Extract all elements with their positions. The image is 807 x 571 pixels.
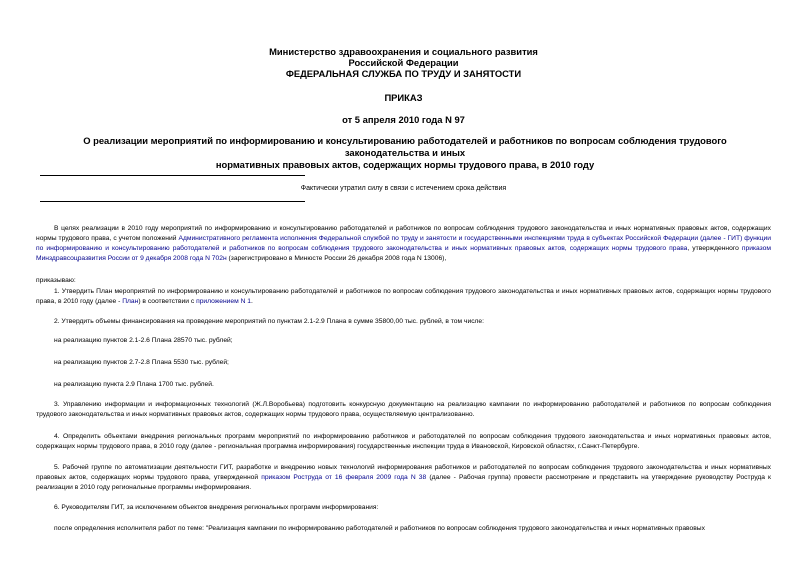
paragraph-3: 3. Управлению информации и информационных технологий (Ж.Л.Воробьева) подготовить конкурсную документацию на реализацию кампании по информированию работодателей и работников по вопросам соблюдения трудового законодательства и иных нормативных правовых актов, содержащих нормы трудового права, осуществляемую централизованно. <box>36 401 771 418</box>
agency-name: ФЕДЕРАЛЬНАЯ СЛУЖБА ПО ТРУДУ И ЗАНЯТОСТИ <box>285 68 522 79</box>
intro-paragraph: В целях реализации в 2010 году мероприятий по информированию и консультированию работодателей и работников по вопросам соблюдения трудового законодательства и иных нормативных правовых актов, содержащих нормы трудового права, с учетом положений Административного регламента исполнения Федеральной службой по труду и занятости и государственными инспекциями труда в субъектах Российской Федерации (далее - ГИТ) функции по информированию и консультированию работодателей и работников по вопросам соблюдения трудового законодательства и иных нормативных правовых актов, содержащих нормы трудового права, утвержденного приказом Минздравсоцразвития России от 9 декабря 2008 года N 702н (зарегистрировано в Минюсте России 26 декабря 2008 года N 13006), <box>36 225 771 262</box>
ministry-name: Министерство здравоохранения и социального развития <box>269 46 538 57</box>
paragraph-2c: на реализацию пункта 2.9 Плана 1700 тыс. рублей. <box>54 381 214 388</box>
paragraph-1: 1. Утвердить План мероприятий по информированию и консультированию работодателей и работников по вопросам соблюдения трудового законодательства и иных нормативных правовых актов, содержащих нормы трудового права, в 2010 году (далее - План) в соответствии с приложением N 1. <box>36 288 771 305</box>
paragraph-5: 5. Рабочей группе по автоматизации деятельности ГИТ, разработке и внедрению новых технологий информирования работников и работодателей по вопросам соблюдения трудового законодательства и иных нормативных правовых актов, содержащих нормы трудового права, утвержденной приказом Роструда от 16 февраля 2009 года N 38 (далее - Рабочая группа) провести рассмотрение и представить на утверждение руководству Роструда к реализации в 2010 году региональные программы информирования. <box>36 464 771 491</box>
prikazyvayu-text: приказываю: <box>36 277 76 284</box>
paragraph-2a: на реализацию пунктов 2.1-2.6 Плана 28570 тыс. рублей; <box>54 337 233 344</box>
divider-bottom <box>40 201 305 202</box>
doc-date: от 5 апреля 2010 года N 97 <box>342 114 465 125</box>
status-note: Фактически утратил силу в связи с истечением срока действия <box>300 185 507 192</box>
plan-link[interactable]: План <box>122 298 139 305</box>
paragraph-2b: на реализацию пунктов 2.7-2.8 Плана 5530 тыс. рублей; <box>54 359 229 366</box>
order-702n-link[interactable]: приказом Минздравсоцразвития России от 9 декабря 2008 года N 702н <box>36 245 771 262</box>
paragraph-4: 4. Определить объектами внедрения региональных программ мероприятий по информированию работников и работодателей по вопросам соблюдения трудового законодательства и иных нормативных правовых актов, содержащих нормы трудового права, в 2010 году (далее - региональная программа информирования) государственные инспекции труда в Ивановской, Кировской областях, г.Санкт-Петербурге. <box>36 433 771 450</box>
paragraph-2: 2. Утвердить объемы финансирования на проведение мероприятий по пунктам 2.1-2.9 Плана в сумме 35800,00 тыс. рублей, в том числе: <box>54 318 485 325</box>
paragraph-6: 6. Руководителям ГИТ, за исключением объектов внедрения региональных программ информирования: <box>54 504 379 511</box>
paragraph-6a: после определения исполнителя работ по теме: "Реализация кампании по информированию работодателей и работников по вопросам соблюдения трудового законодательства и иных нормативных правовых <box>54 525 705 532</box>
regulation-link[interactable]: Административного регламента исполнения Федеральной службой по труду и занятости и государственными инспекциями труда в субъектах Российской Федерации (далее - ГИТ) функции по информированию и консультированию работодателей и работников по вопросам соблюдения трудового законодательства и иных нормативных правовых актов, содержащих нормы трудового права <box>36 235 771 252</box>
divider-top <box>40 175 305 176</box>
appendix-1-link[interactable]: приложением N 1 <box>196 298 251 305</box>
order-38-link[interactable]: приказом Роструда от 16 февраля 2009 года N 38 <box>261 474 427 481</box>
document-title: О реализации мероприятий по информированию и консультированию работодателей и работников по вопросам соблюдения трудового законодательства и иных нормативных правовых актов, содержащих нормы трудового права, в 2010 году <box>83 135 727 170</box>
doc-type: ПРИКАЗ <box>384 92 423 103</box>
document-header <box>0 46 807 125</box>
country-name: Российской Федерации <box>348 57 459 68</box>
